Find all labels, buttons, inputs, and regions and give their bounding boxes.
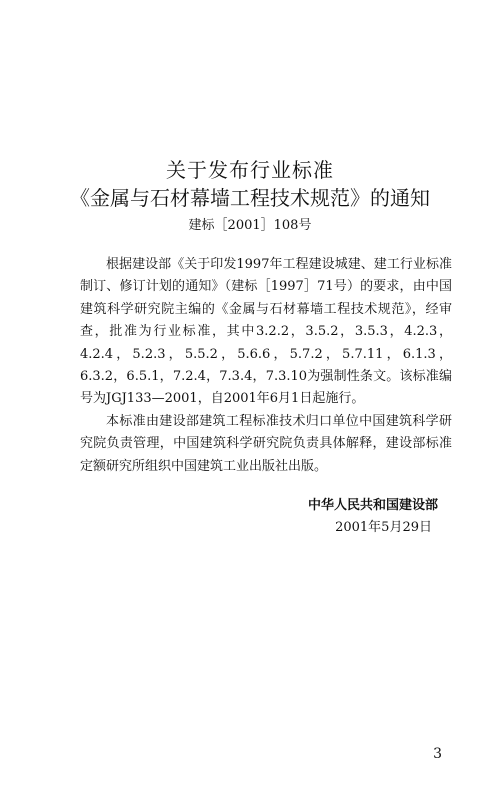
page-number: 3 [433,746,442,762]
document-number: 建标［2001］108号 [188,218,312,233]
body-paragraph-2: 本标准由建设部建筑工程标准技术归口单位中国建筑科学研究院负责管理，中国建筑科学研究院负责具体解释，建设部标准定额研究所组织中国建筑工业出版社出版。 [80,413,452,474]
issue-date: 2001年5月29日 [335,520,432,535]
notice-title-line-2: 《金属与石材幕墙工程技术规范》的通知 [70,186,430,210]
issuer-signature: 中华人民共和国建设部 [307,498,438,513]
body-paragraph-1: 根据建设部《关于印发1997年工程建设城建、建工行业标准制订、修订计划的通知》（建标［1997］71号）的要求，由中国建筑科学研究院主编的《金属与石材幕墙工程技术规范》，经审查，批准为行业标准，其中3.2.2，3.5.2，3.5.3，4.2.3，4.2.4，5.2.3，5.5.2，5.6.6，5.7.2，5.7.11，6.1.3，6.3.2，6.5.1，7.2.4，7.3.4，7.3.10为强制性条文。该标准编号为JGJ133—2001，自2001年6月1日起施行。 [80,257,452,407]
notice-body [80,254,452,478]
notice-title-line-1: 关于发布行业标准 [166,158,334,182]
